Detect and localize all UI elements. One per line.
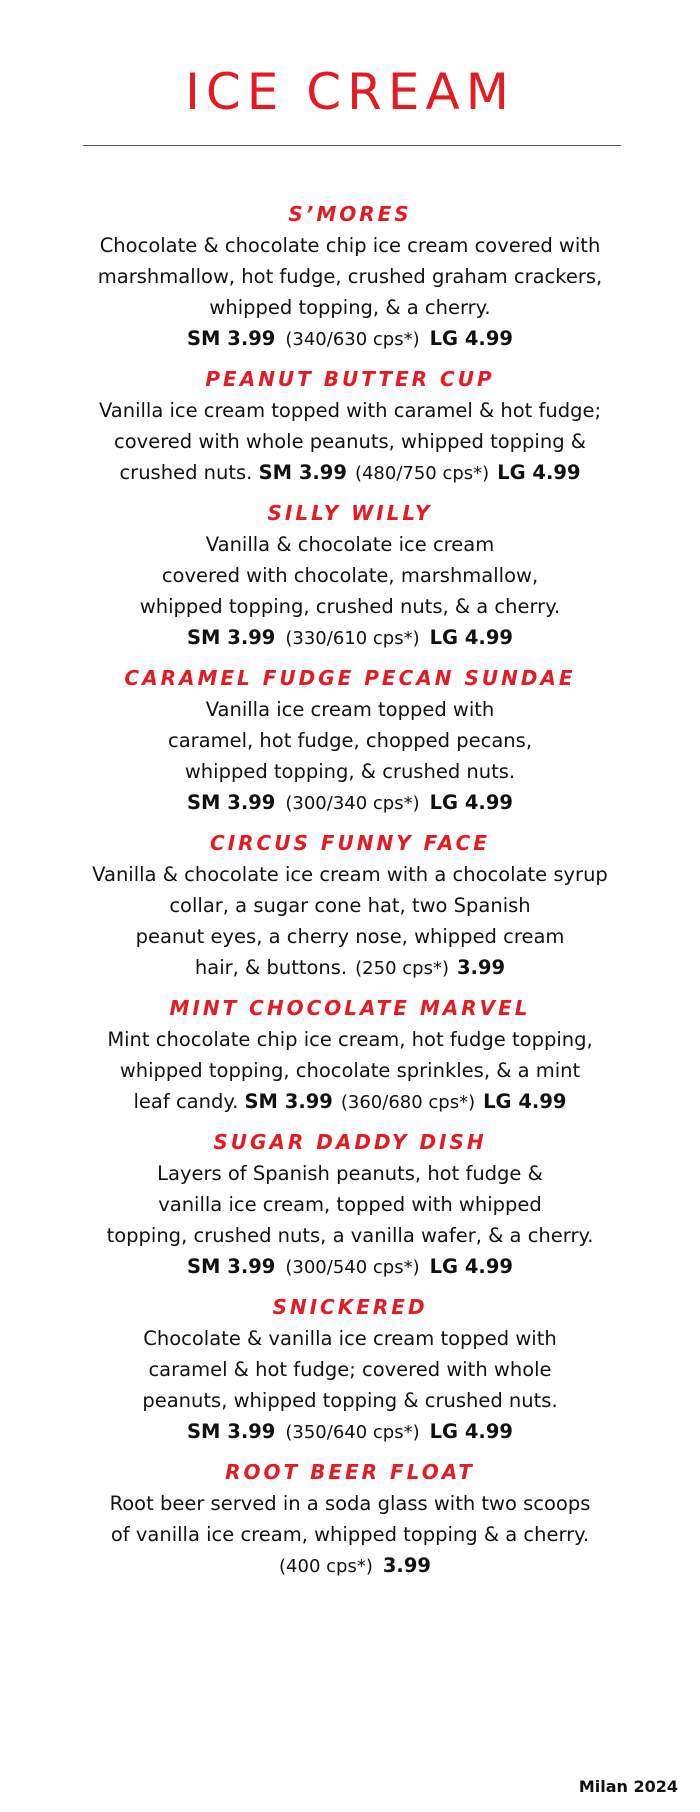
small-price: SM 3.99: [187, 626, 276, 649]
calories: (400 cps*): [279, 1556, 373, 1577]
large-price: LG 4.99: [429, 791, 513, 814]
price-line: [40, 1416, 660, 1448]
item-name: CARAMEL FUDGE PECAN SUNDAE: [124, 666, 576, 690]
menu-item-sugar-daddy-dish: [40, 1128, 660, 1283]
menu-item-snickered: [40, 1293, 660, 1448]
large-price: LG 4.99: [429, 1420, 513, 1443]
description-line: covered with whole peanuts, whipped topping &: [114, 430, 586, 453]
description-line: whipped topping, chocolate sprinkles, & a mint: [119, 1059, 581, 1082]
price: 3.99: [382, 1554, 431, 1577]
page-title: ICE CREAM: [185, 63, 515, 121]
large-price: LG 4.99: [429, 327, 513, 350]
description-line: leaf candy.: [133, 1090, 239, 1113]
footer-note: Milan 2024: [578, 1777, 678, 1796]
description-line: caramel & hot fudge; covered with whole: [148, 1358, 552, 1381]
small-price: SM 3.99: [244, 1090, 333, 1113]
description-line: marshmallow, hot fudge, crushed graham crackers,: [97, 265, 603, 288]
menu-item-caramel-fudge-pecan-sundae: [40, 664, 660, 819]
description-line: topping, crushed nuts, a vanilla wafer, & a cherry.: [106, 1224, 594, 1247]
description-line: Mint chocolate chip ice cream, hot fudge topping,: [107, 1028, 593, 1051]
large-price: LG 4.99: [483, 1090, 567, 1113]
item-description: [40, 395, 660, 489]
item-name: S’MORES: [288, 202, 412, 226]
description-line: whipped topping, & crushed nuts.: [184, 760, 516, 783]
description-line: Vanilla & chocolate ice cream: [205, 533, 495, 556]
description-line: caramel, hot fudge, chopped pecans,: [167, 729, 533, 752]
item-description: [40, 694, 660, 787]
item-name: MINT CHOCOLATE MARVEL: [169, 996, 531, 1020]
calories: (300/540 cps*): [285, 1257, 420, 1278]
menu-list: [40, 200, 660, 1582]
menu-item-mint-chocolate-marvel: [40, 994, 660, 1118]
calories: (330/610 cps*): [285, 628, 420, 649]
item-description: [40, 230, 660, 323]
description-line: Root beer served in a soda glass with two scoops: [109, 1492, 591, 1515]
description-line: crushed nuts.: [119, 461, 253, 484]
calories: (250 cps*): [355, 958, 449, 979]
price: 3.99: [456, 956, 506, 979]
price-line: [40, 323, 660, 355]
menu-item-peanut-butter-cup: [40, 365, 660, 489]
item-description: [40, 1024, 660, 1118]
item-name: SNICKERED: [272, 1295, 428, 1319]
description-line: of vanilla ice cream, whipped topping & a cherry.: [110, 1523, 590, 1546]
title-divider: [83, 145, 621, 146]
calories: (340/630 cps*): [285, 329, 420, 350]
item-name: CIRCUS FUNNY FACE: [210, 831, 490, 855]
price-line: [40, 787, 660, 819]
description-line: Chocolate & chocolate chip ice cream covered with: [99, 234, 601, 257]
description-line: Vanilla ice cream topped with: [205, 698, 495, 721]
calories: (350/640 cps*): [285, 1422, 420, 1443]
menu-item-root-beer-float: [40, 1458, 660, 1582]
description-price-line: [40, 952, 660, 984]
item-name: ROOT BEER FLOAT: [225, 1460, 475, 1484]
small-price: SM 3.99: [258, 461, 347, 484]
description-line: whipped topping, crushed nuts, & a cherry.: [139, 595, 561, 618]
price-line: [40, 622, 660, 654]
menu-item-smores: [40, 200, 660, 355]
description-line: Vanilla & chocolate ice cream with a chocolate syrup: [92, 863, 608, 886]
menu-item-circus-funny-face: [40, 829, 660, 984]
item-description: [40, 1488, 660, 1550]
description-line: peanuts, whipped topping & crushed nuts.: [142, 1389, 558, 1412]
description-line: hair, & buttons.: [194, 956, 348, 979]
description-line: Vanilla ice cream topped with caramel & hot fudge;: [98, 399, 602, 422]
item-description: [40, 1323, 660, 1416]
small-price: SM 3.99: [187, 327, 276, 350]
item-name: SUGAR DADDY DISH: [213, 1130, 487, 1154]
description-price-line: [40, 457, 660, 489]
description-line: collar, a sugar cone hat, two Spanish: [169, 894, 531, 917]
item-description: [40, 529, 660, 622]
calories: (300/340 cps*): [285, 793, 420, 814]
item-description: [40, 859, 660, 984]
small-price: SM 3.99: [187, 1255, 276, 1278]
description-line: whipped topping, & a cherry.: [209, 296, 491, 319]
item-name: PEANUT BUTTER CUP: [205, 367, 495, 391]
description-line: peanut eyes, a cherry nose, whipped cream: [135, 925, 565, 948]
large-price: LG 4.99: [497, 461, 581, 484]
large-price: LG 4.99: [429, 1255, 513, 1278]
menu-item-silly-willy: [40, 499, 660, 654]
large-price: LG 4.99: [429, 626, 513, 649]
description-line: vanilla ice cream, topped with whipped: [158, 1193, 542, 1216]
calories: (360/680 cps*): [340, 1092, 476, 1113]
price-line: [40, 1251, 660, 1283]
calories: (480/750 cps*): [354, 463, 490, 484]
small-price: SM 3.99: [187, 1420, 276, 1443]
item-description: [40, 1158, 660, 1251]
small-price: SM 3.99: [187, 791, 276, 814]
item-name: SILLY WILLY: [267, 501, 433, 525]
description-price-line: [40, 1086, 660, 1118]
description-line: covered with chocolate, marshmallow,: [161, 564, 539, 587]
price-line: [40, 1550, 660, 1582]
description-line: Layers of Spanish peanuts, hot fudge &: [157, 1162, 543, 1185]
description-line: Chocolate & vanilla ice cream topped with: [143, 1327, 557, 1350]
